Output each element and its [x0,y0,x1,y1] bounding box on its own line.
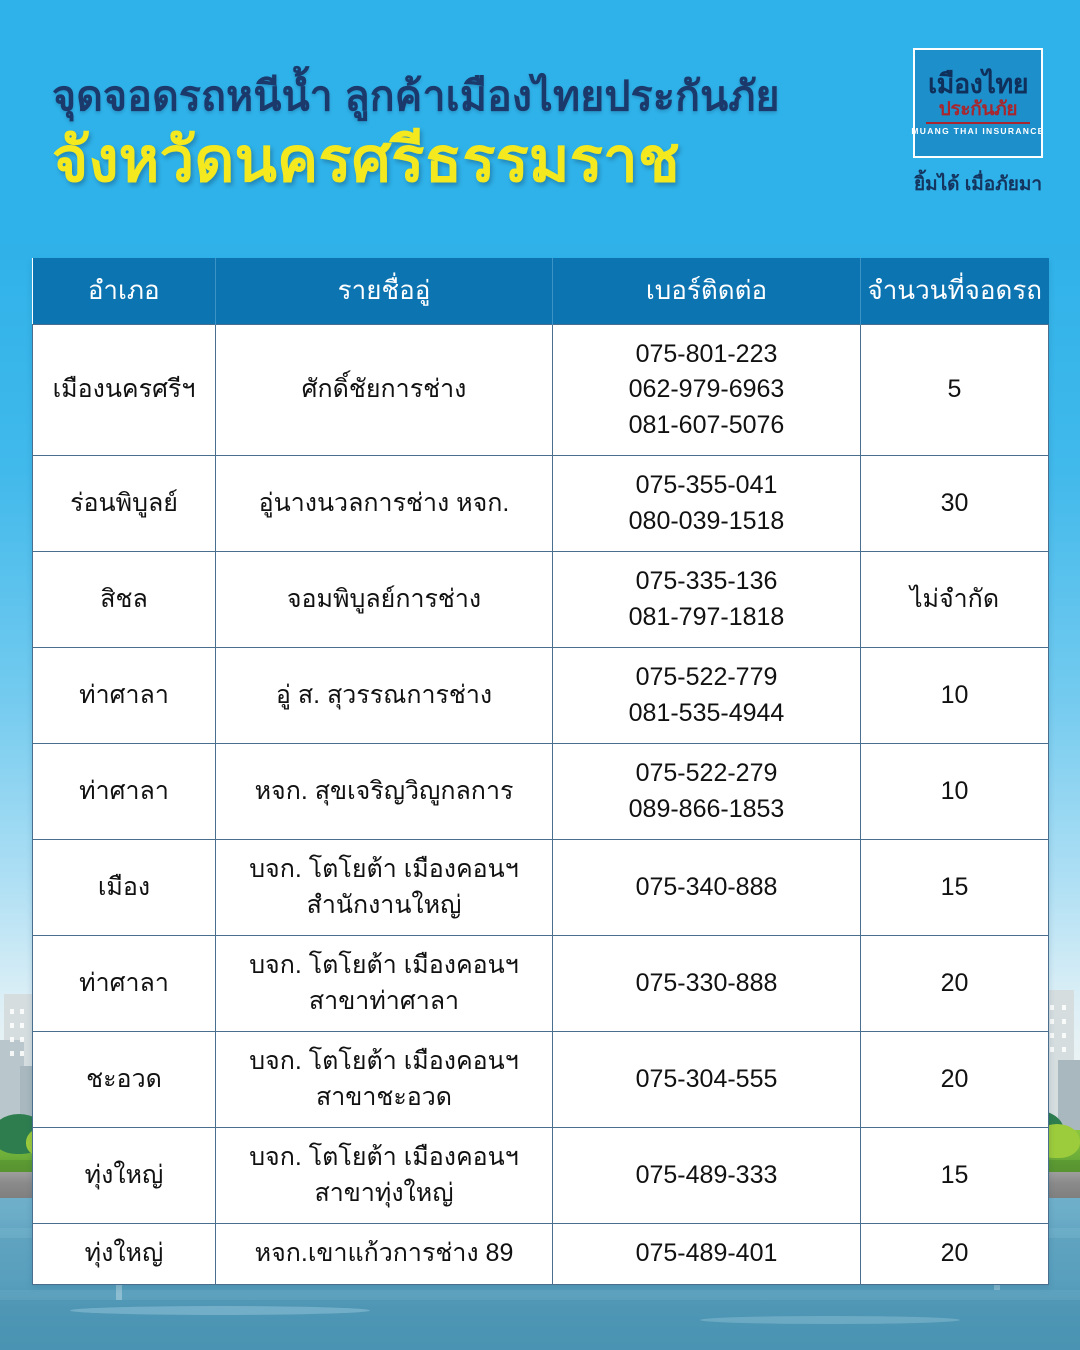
cell-phone-line: 075-330-888 [635,968,778,997]
cell-garage: หจก.เขาแก้วการช่าง 89 [216,1224,553,1285]
cell-phone-line: 075-340-888 [635,872,778,901]
column-header-district: อำเภอ [33,258,216,324]
column-header-capacity: จำนวนที่จอดรถ [861,258,1049,324]
cell-district: ทุ่งใหญ่ [33,1128,216,1224]
cell-phone-line: 075-489-333 [635,1160,778,1189]
cell-phone-line: 075-355-041 [635,471,778,499]
cell-capacity: 20 [861,936,1049,1032]
cell-capacity: ไม่จำกัด [861,552,1049,648]
logo-english-name: MUANG THAI INSURANCE [911,126,1045,137]
table-row [33,648,1049,744]
title-block [52,72,872,197]
cell-garage-line: สาขาทุ่งใหญ่ [314,1178,454,1207]
cell-phone [553,1224,861,1285]
cell-phone-line: 081-535-4944 [628,698,785,727]
cell-district: ท่าศาลา [33,648,216,744]
table-header-row [33,258,1049,324]
cell-district: ท่าศาลา [33,936,216,1032]
parking-locations-table [32,258,1049,1285]
cell-capacity: 10 [861,744,1049,840]
cell-garage-line: สำนักงานใหญ่ [306,890,462,919]
cell-phone [553,324,861,456]
cell-district: สิชล [33,552,216,648]
table-header [33,258,1049,324]
column-header-phone: เบอร์ติดต่อ [553,258,861,324]
table-row [33,744,1049,840]
cell-phone [553,456,861,552]
cell-capacity: 20 [861,1032,1049,1128]
cell-garage: จอมพิบูลย์การช่าง [216,552,553,648]
table-row [33,456,1049,552]
cell-garage [216,840,553,936]
table-row [33,1224,1049,1285]
cell-garage-line: สาขาชะอวด [315,1082,453,1111]
cell-garage: หจก. สุขเจริญวิญูกลการ [216,744,553,840]
cell-phone-line: 089-866-1853 [628,794,785,823]
table-body [33,324,1049,1284]
cell-garage: อู่นางนวลการช่าง หจก. [216,456,553,552]
cell-phone-line: 081-607-5076 [628,410,785,439]
cell-garage: ศักดิ์ชัยการช่าง [216,324,553,456]
company-logo [904,48,1052,199]
logo-box [913,48,1043,158]
table-row [33,1032,1049,1128]
cell-phone-line: 075-489-401 [635,1239,778,1267]
table-row [33,840,1049,936]
cell-phone-line: 075-304-555 [635,1064,778,1093]
cell-capacity: 10 [861,648,1049,744]
table-row [33,1128,1049,1224]
cell-capacity: 5 [861,324,1049,456]
page-title: จังหวัดนครศรีธรรมราช [52,126,680,196]
cell-phone-line: 081-797-1818 [628,602,785,631]
cell-capacity: 20 [861,1224,1049,1285]
logo-thai-name-bottom: ประกันภัย [938,98,1018,120]
logo-thai-name-top: เมืองไทย [927,68,1029,99]
cell-phone-line: 075-801-223 [635,339,778,368]
cell-phone-line: 075-335-136 [635,567,778,595]
cell-capacity: 15 [861,840,1049,936]
cell-phone [553,936,861,1032]
cell-phone [553,1032,861,1128]
cell-district: เมือง [33,840,216,936]
cell-phone-line: 062-979-6963 [628,375,785,403]
cell-phone-line: 075-522-779 [635,663,778,691]
table-row [33,936,1049,1032]
cell-phone [553,648,861,744]
cell-garage-line: สาขาท่าศาลา [308,986,460,1015]
cell-district: ชะอวด [33,1032,216,1128]
cell-garage-line: บจก. โตโยต้า เมืองคอนฯ [249,1047,519,1075]
logo-tagline: ยิ้มได้ เมื่อภัยมา [913,174,1043,195]
cell-district: ท่าศาลา [33,744,216,840]
cell-garage-line: บจก. โตโยต้า เมืองคอนฯ [249,1143,519,1171]
page-subtitle: จุดจอดรถหนีน้ำ ลูกค้าเมืองไทยประกันภัย [52,73,780,119]
page-header [0,0,1080,244]
logo-divider [926,122,1030,124]
column-header-garage: รายชื่ออู่ [216,258,553,324]
cell-garage-line: บจก. โตโยต้า เมืองคอนฯ [249,855,519,883]
cell-capacity: 15 [861,1128,1049,1224]
cell-phone [553,1128,861,1224]
table-row [33,552,1049,648]
cell-phone [553,552,861,648]
cell-phone-line: 075-522-279 [635,759,778,787]
cell-garage [216,936,553,1032]
cell-garage [216,1128,553,1224]
cell-district: ร่อนพิบูลย์ [33,456,216,552]
cell-garage: อู่ ส. สุวรรณการช่าง [216,648,553,744]
cell-garage [216,1032,553,1128]
table-row [33,324,1049,456]
cell-district: ทุ่งใหญ่ [33,1224,216,1285]
cell-district: เมืองนครศรีฯ [33,324,216,456]
cell-phone [553,744,861,840]
cell-phone [553,840,861,936]
cell-capacity: 30 [861,456,1049,552]
cell-garage-line: บจก. โตโยต้า เมืองคอนฯ [249,951,519,979]
cell-phone-line: 080-039-1518 [628,506,785,535]
